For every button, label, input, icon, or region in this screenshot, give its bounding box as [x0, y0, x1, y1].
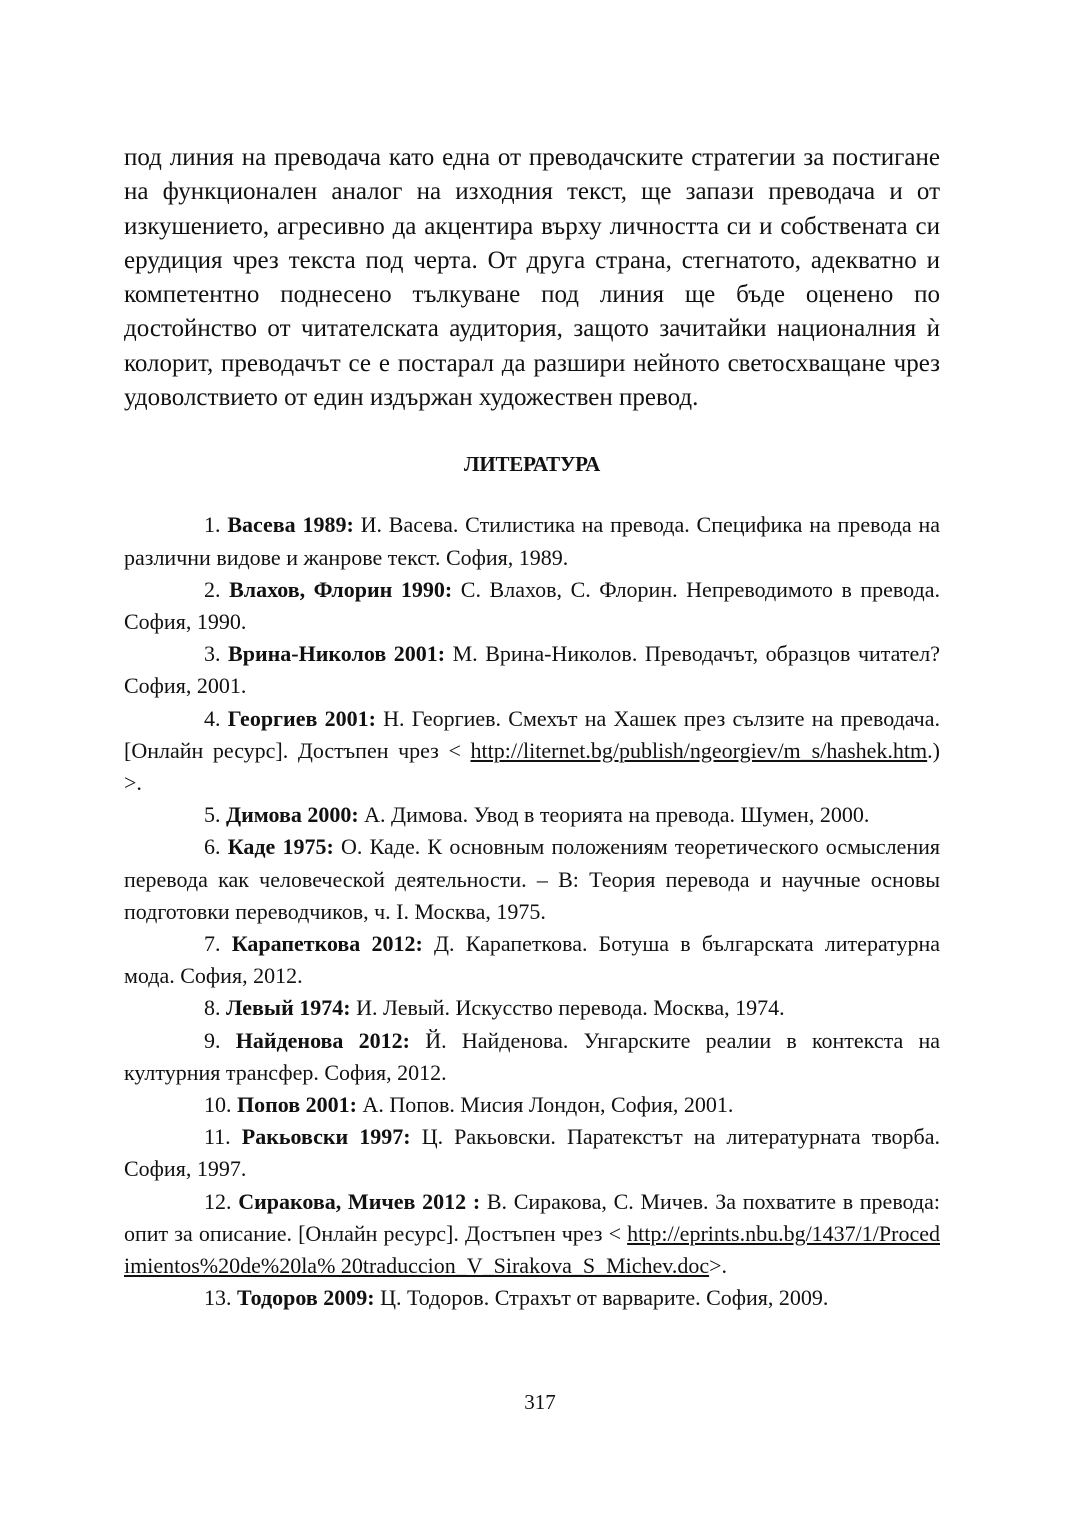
body-paragraph: под линия на преводача като една от преводачските стратегии за постигане на функционален аналог на изходния текст, ще запази преводача и от изкушението, агресивно да акцентира върху личността си и собствената си ерудиция чрез текста под черта. От друга страна, стегнатото, адекватно и компетентно поднесено тълкуване под линия ще бъде оценено по достойнство от читателската аудитория, защото зачитайки националния ѝ колорит, преводачът се е постарал да разшири нейното светосхващане чрез удоволствието от един издържан художествен превод.: [124, 144, 940, 412]
reference-number: 9.: [204, 1027, 236, 1053]
reference-text: А. Попов. Мисия Лондон, София, 2001.: [356, 1092, 734, 1118]
reference-number: 7.: [204, 931, 232, 957]
reference-item: [124, 1089, 940, 1121]
reference-link[interactable]: http://eprints.nbu.bg/1437/1/Procedimientos%20de%20la% 20traduccion_V_Sirakova_S_Michev.doc: [124, 1220, 940, 1279]
reference-number: 11.: [204, 1124, 242, 1150]
reference-number: 12.: [204, 1188, 239, 1214]
reference-key: Врина-Николов 2001:: [228, 641, 446, 667]
reference-tail: >.: [709, 1253, 728, 1279]
reference-item: [124, 509, 940, 573]
reference-item: [124, 1282, 940, 1314]
reference-item: [124, 574, 940, 638]
reference-key: Карапеткова 2012:: [231, 931, 423, 957]
reference-list: [124, 509, 940, 1314]
reference-number: 4.: [204, 705, 228, 731]
reference-key: Тодоров 2009:: [237, 1285, 375, 1311]
reference-text: С. Влахов, С. Флорин. Непреводимото в превода. София, 1990.: [124, 576, 940, 634]
reference-key: Васева 1989:: [227, 512, 354, 538]
reference-text: Д. Карапеткова. Ботуша в българската литературна мода. София, 2012.: [124, 931, 940, 989]
reference-text: Й. Найденова. Унгарските реалии в контекста на културния трансфер. София, 2012.: [124, 1027, 940, 1085]
reference-number: 2.: [204, 576, 230, 602]
reference-key: Найденова 2012:: [235, 1027, 410, 1053]
reference-text: А. Димова. Увод в теорията на превода. Шумен, 2000.: [358, 802, 870, 828]
reference-text: И. Левый. Искусство перевода. Москва, 1974.: [350, 995, 785, 1021]
reference-number: 6.: [204, 834, 228, 860]
reference-item: [124, 928, 940, 992]
reference-key: Левый 1974:: [226, 995, 351, 1021]
section-heading: ЛИТЕРАТУРА: [463, 452, 601, 477]
reference-text: Н. Георгиев. Смехът на Хашек през сълзите на преводача. [Онлайн ресурс]. Достъпен чрез <: [124, 705, 941, 763]
reference-text: О. Каде. К основным положениям теоретического осмысления перевода как человеческой деятельности. – В: Теория перевода и научные основы подготовки переводчиков, ч. I. Москва, 1975.: [124, 834, 940, 924]
page-content: [124, 141, 940, 1314]
reference-item: [124, 638, 940, 702]
page-number: 317: [524, 1390, 556, 1414]
reference-text: Ц. Тодоров. Страхът от варварите. София, 2009.: [374, 1285, 829, 1311]
reference-number: 10.: [204, 1092, 237, 1118]
reference-item: [124, 831, 940, 928]
reference-number: 13.: [204, 1285, 237, 1311]
reference-text: М. Врина-Николов. Преводачът, образцов читател? София, 2001.: [124, 641, 941, 699]
reference-number: 3.: [204, 641, 229, 667]
reference-key: Попов 2001:: [237, 1092, 357, 1118]
reference-number: 8.: [204, 995, 226, 1021]
reference-text: В. Сиракова, С. Мичев. За похватите в превода: опит за описание. [Онлайн ресурс]. Достъпен чрез <: [124, 1188, 940, 1246]
reference-key: Сиракова, Мичев 2012 :: [238, 1188, 481, 1214]
reference-item: [124, 1121, 940, 1185]
reference-number: 5.: [204, 802, 226, 828]
reference-key: Влахов, Флорин 1990:: [229, 576, 453, 602]
reference-text: Ц. Ракьовски. Паратекстът на литературната творба. София, 1997.: [124, 1124, 941, 1182]
reference-key: Димова 2000:: [226, 802, 359, 828]
reference-key: Георгиев 2001:: [227, 705, 376, 731]
reference-item: [124, 1025, 940, 1089]
reference-key: Ракьовски 1997:: [241, 1124, 411, 1150]
reference-item: [124, 799, 940, 831]
reference-text: И. Васева. Стилистика на превода. Специфика на превода на различни видове и жанрове текст. София, 1989.: [124, 512, 940, 570]
reference-item: [124, 1186, 940, 1283]
reference-item: [124, 992, 940, 1024]
reference-item: [124, 703, 940, 800]
reference-link[interactable]: http://liternet.bg/publish/ngeorgiev/m_s/hashek.htm: [470, 737, 928, 763]
reference-key: Каде 1975:: [227, 834, 334, 860]
reference-number: 1.: [204, 512, 228, 538]
reference-tail: .) >.: [124, 737, 940, 795]
